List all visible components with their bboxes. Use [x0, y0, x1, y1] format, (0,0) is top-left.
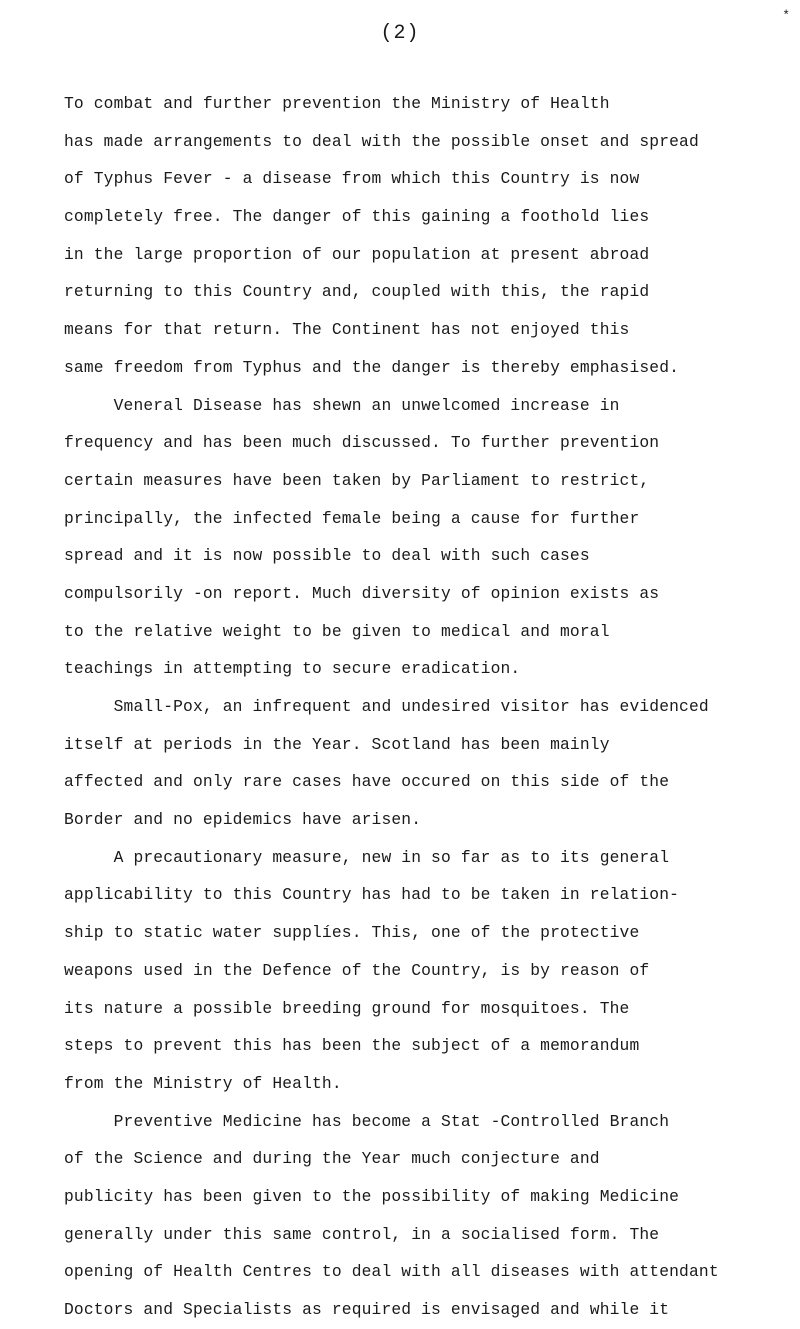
text-line: To combat and further prevention the Ministry of Health — [64, 94, 610, 113]
text-line: from the Ministry of Health. — [64, 1073, 342, 1093]
text-line: generally under this same control, in a socialised form. The — [64, 1224, 660, 1244]
text-line: Small-Pox, an infrequent and undesired visitor has evidenced — [64, 697, 709, 716]
text-line: completely free. The danger of this gaining a foothold lies — [64, 207, 650, 227]
text-line: opening of Health Centres to deal with all diseases with attendant — [64, 1262, 719, 1282]
body-text — [64, 85, 774, 1329]
text-line: itself at periods in the Year. Scotland has been mainly — [64, 734, 610, 754]
text-line: of Typhus Fever - a disease from which this Country is now — [64, 169, 640, 189]
text-line: publicity has been given to the possibility of making Medicine — [64, 1186, 680, 1206]
text-line: has made arrangements to deal with the possible onset and spread — [64, 131, 699, 151]
text-line: weapons used in the Defence of the Country, is by reason of — [64, 960, 650, 980]
text-line: applicability to this Country has had to be taken in relation- — [64, 885, 680, 905]
text-line: means for that return. The Continent has not enjoyed this — [64, 320, 630, 340]
text-line: A precautionary measure, new in so far as to its general — [64, 847, 670, 867]
text-line: returning to this Country and, coupled with this, the rapid — [64, 282, 650, 302]
text-line: of the Science and during the Year much conjecture and — [64, 1149, 600, 1169]
text-line: Border and no epidemics have arisen. — [64, 810, 422, 830]
text-line: frequency and has been much discussed. To further prevention — [64, 433, 660, 453]
text-line: Preventive Medicine has become a Stat -Controlled Branch — [64, 1111, 670, 1131]
text-line: spread and it is now possible to deal with such cases — [64, 546, 590, 566]
text-line: affected and only rare cases have occured on this side of the — [64, 772, 670, 792]
text-line: Veneral Disease has shewn an unwelcomed increase in — [64, 395, 620, 415]
text-line: to the relative weight to be given to medical and moral — [64, 621, 610, 641]
text-line: its nature a possible breeding ground for mosquitoes. The — [64, 998, 630, 1018]
text-line: same freedom from Typhus and the danger is thereby emphasised. — [64, 357, 680, 377]
corner-mark: * — [782, 8, 790, 23]
text-line: in the large proportion of our population at present abroad — [64, 244, 650, 264]
text-line: compulsorily -on report. Much diversity of opinion exists as — [64, 583, 660, 603]
page-number: (2) — [380, 22, 420, 45]
text-line: steps to prevent this has been the subject of a memorandum — [64, 1036, 640, 1056]
text-line: certain measures have been taken by Parliament to restrict, — [64, 470, 650, 490]
text-line: principally, the infected female being a cause for further — [64, 508, 640, 528]
text-line: ship to static water supplíes. This, one of the protective — [64, 923, 640, 943]
text-line: Doctors and Specialists as required is envisaged and while it — [64, 1300, 670, 1319]
text-line: teachings in attempting to secure eradication. — [64, 659, 521, 679]
